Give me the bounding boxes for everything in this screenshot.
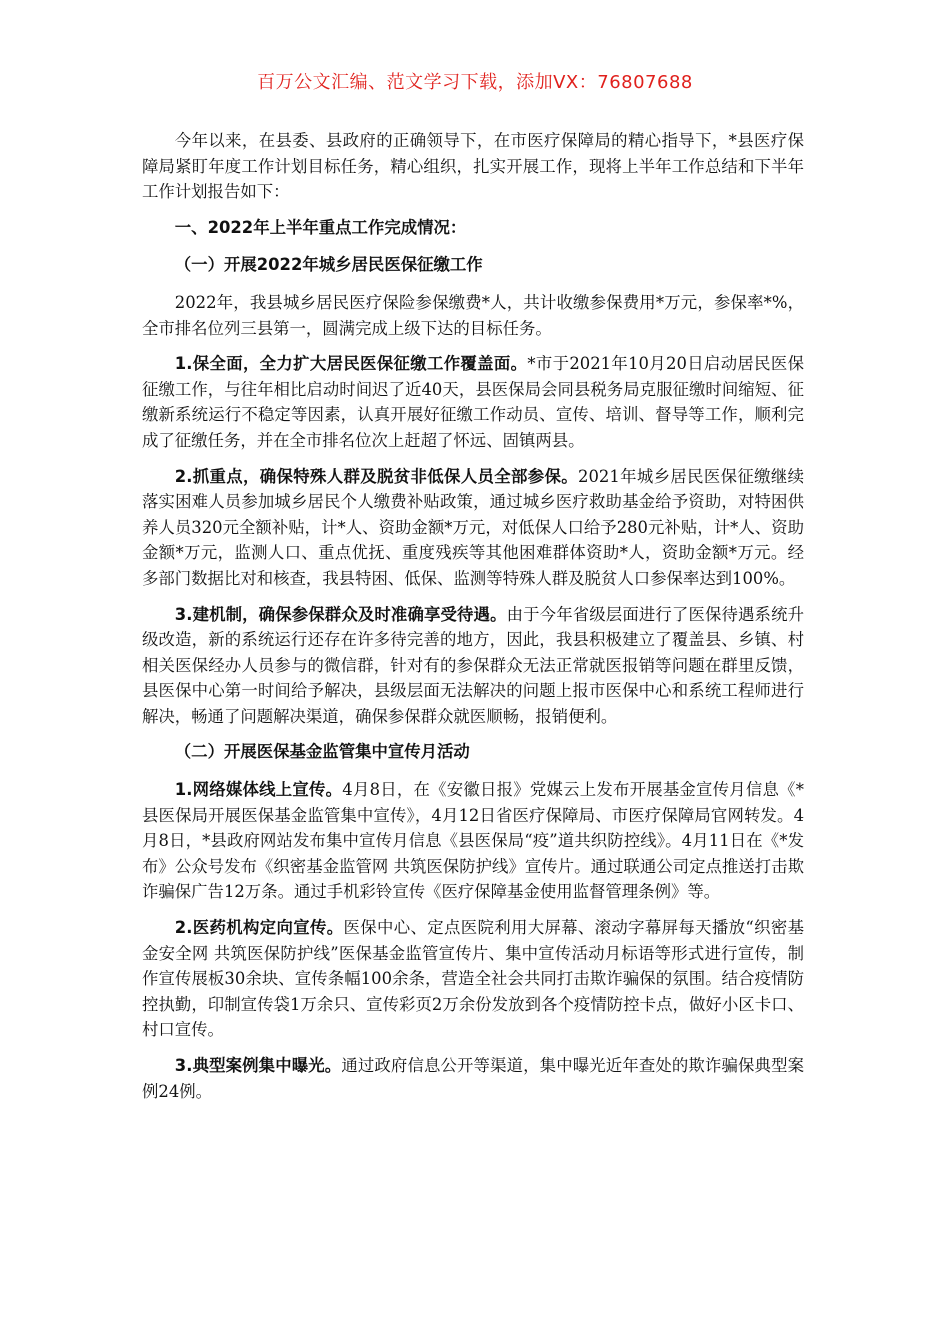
- item-1-2-text: 2021年城乡居民医保征缴继续落实困难人员参加城乡居民个人缴费补贴政策，通过城乡医疗救助基金给予资助，对特困供养人员320元全额补贴，计*人、资助金额*万元，对低保人口给予280元补贴，计*人、资助金额*万元，监测人口、重点优抚、重度残疾等其他困难群体资助*人，资助金额*万元。经多部门数据比对和核查，我县特困、低保、监测等特殊人群及脱贫人口参保率达到100%。: [142, 466, 804, 588]
- item-2-3-title: 3.典型案例集中曝光。: [174, 1056, 342, 1075]
- item-1-3: [142, 602, 804, 730]
- item-2-1: [142, 777, 804, 905]
- item-2-2-title: 2.医药机构定向宣传。: [174, 918, 344, 938]
- item-2-2: [142, 915, 804, 1043]
- item-1-1-text: *市于2021年10月20日启动居民医保征缴工作，与往年相比启动时间迟了近40天，县医保局会同县税务局克服征缴时间缩短、征缴新系统运行不稳定等因素，认真开展好征缴工作动员、宣传、培训、督导等工作，顺利完成了征缴任务，并在全市排名位次上赶超了怀远、固镇两县。: [142, 354, 804, 450]
- item-1-3-title: 3.建机制，确保参保群众及时准确享受待遇。: [174, 604, 507, 624]
- item-1-1: [142, 351, 804, 453]
- subsection-1-intro: 2022年，我县城乡居民医疗保险参保缴费*人，共计收缴参保费用*万元，参保率*%，全市排名位列三县第一，圆满完成上级下达的目标任务。: [142, 292, 804, 338]
- item-1-3-text: 由于今年省级层面进行了医保待遇系统升级改造，新的系统运行还存在许多待完善的地方，因此，我县积极建立了覆盖县、乡镇、村相关医保经办人员参与的微信群，针对有的参保群众无法正常就医报销等问题在群里反馈，县医保中心第一时间给予解决，县级层面无法解决的问题上报市医保中心和系统工程师进行解决，畅通了问题解决渠道，确保参保群众就医顺畅，报销便利。: [142, 604, 805, 726]
- item-2-2-text: 医保中心、定点医院利用大屏幕、滚动字幕屏每天播放“织密基金安全网 共筑医保防护线”医保基金监管宣传片、集中宣传活动月标语等形式进行宣传，制作宣传展板30余块、宣传条幅100余条，营造全社会共同打击欺诈骗保的氛围。结合疫情防控执勤，印制宣传袋1万余只、宣传彩页2万余份发放到各个疫情防控卡点，做好小区卡口、村口宣传。: [142, 918, 804, 1040]
- item-1-1-title: 1.保全面，全力扩大居民医保征缴工作覆盖面。: [174, 354, 528, 374]
- item-2-1-title: 1.网络媒体线上宣传。: [174, 780, 343, 800]
- item-2-3: [142, 1053, 804, 1104]
- item-2-1-text: 4月8日，在《安徽日报》党媒云上发布开展基金宣传月信息《*县医保局开展医保基金监管集中宣传》，4月12日省医疗保障局、市医疗保障局官网转发。4月8日，*县政府网站发布集中宣传月信息《县医保局“疫”道共织防控线》。4月11日在《*发布》公众号发布《织密基金监管网 共筑医保防护线》宣传片。通过联通公司定点推送打击欺诈骗保广告12万条。通过手机彩铃宣传《医疗保障基金使用监督管理条例》等。: [142, 780, 804, 902]
- subsection-heading-2: （二）开展医保基金监管集中宣传月活动: [174, 742, 470, 762]
- item-1-2-title: 2.抓重点，确保特殊人群及脱贫非低保人员全部参保。: [174, 466, 579, 486]
- subsection-heading-1: （一）开展2022年城乡居民医保征缴工作: [174, 255, 483, 275]
- item-2-3-text: 通过政府信息公开等渠道，集中曝光近年查处的欺诈骗保典型案例24例。: [142, 1056, 804, 1101]
- intro-paragraph: 今年以来，在县委、县政府的正确领导下，在市医疗保障局的精心指导下，*县医疗保障局紧盯年度工作计划目标任务，精心组织，扎实开展工作，现将上半年工作总结和下半年工作计划报告如下：: [142, 131, 804, 202]
- section-heading-1: 一、2022年上半年重点工作完成情况：: [174, 217, 467, 237]
- item-1-2: [142, 464, 804, 592]
- promo-banner: 百万公文汇编、范文学习下载，添加VX：76807688: [257, 72, 693, 93]
- document-body: [142, 128, 804, 1114]
